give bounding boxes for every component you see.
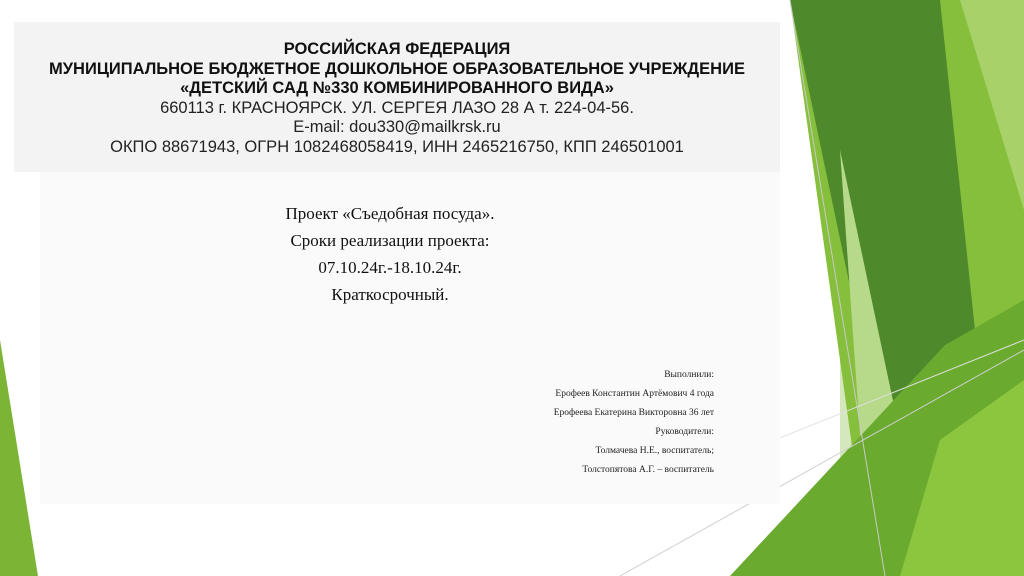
header-line-email: E-mail: dou330@mailkrsk.ru [293,118,501,136]
project-title: Проект «Съедобная посуда». [285,204,495,223]
credits-block [450,366,714,480]
project-period-label: Сроки реализации проекта: [290,231,490,250]
header-line-address: 660113 г. КРАСНОЯРСК. УЛ. СЕРГЕЯ ЛАЗО 28 А т. 224-04-56. [160,98,634,117]
header-line-codes: ОКПО 88671943, ОГРН 1082468058419, ИНН 2465216750, КПП 246501001 [110,137,684,156]
project-type: Краткосрочный. [331,285,449,304]
header-line-institution: МУНИЦИПАЛЬНОЕ БЮДЖЕТНОЕ ДОШКОЛЬНОЕ ОБРАЗОВАТЕЛЬНОЕ УЧРЕЖДЕНИЕ [49,59,745,78]
header-line-country: РОССИЙСКАЯ ФЕДЕРАЦИЯ [283,40,511,58]
header-line-kindergarten: «ДЕТСКИЙ САД №330 КОМБИНИРОВАННОГО ВИДА» [180,79,614,97]
left-green-wedge [0,340,38,576]
author-1: Ерофеев Константин Артёмович 4 года [555,389,714,399]
supervisor-2: Толстопятова А.Г. – воспитатель [582,465,714,475]
supervisors-label: Руководители: [655,427,714,437]
performed-label: Выполнили: [664,370,714,380]
project-dates: 07.10.24г.-18.10.24г. [318,258,462,277]
project-info [250,200,530,308]
supervisor-1: Толмачева Н.Е., воспитатель; [595,446,714,456]
author-2: Ерофеева Екатерина Викторовна 36 лет [553,408,714,418]
organization-header [14,40,780,157]
